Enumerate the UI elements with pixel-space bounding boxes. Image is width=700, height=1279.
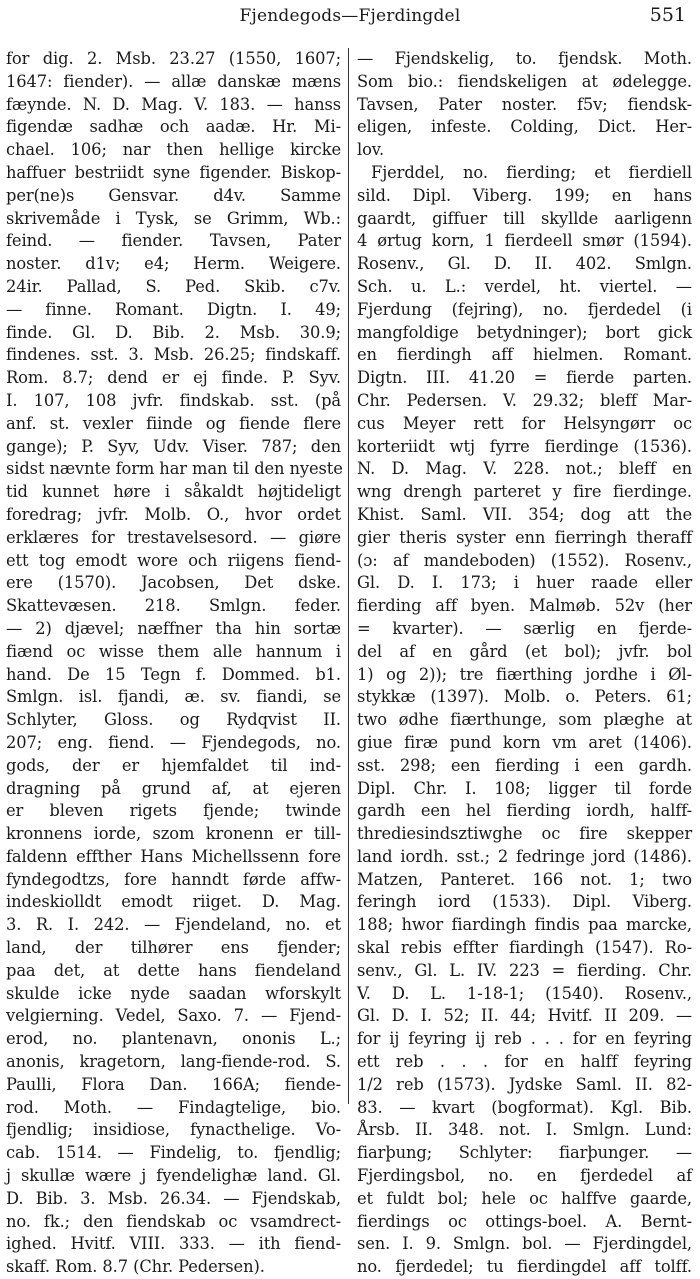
text-line: hand. De 15 Tegn f. Dommed. b1. [6, 664, 341, 684]
text-line: fyndegodtzs, fore hanndt førde affw- [6, 869, 341, 889]
text-line: anf. st. vexler fiinde og fiende flere [6, 413, 341, 433]
text-line: 24ir. Pallad, S. Ped. Skib. c7v. [6, 276, 341, 296]
text-line: ett reb . . . for en halff feyring [357, 1052, 692, 1072]
text-line: giue firæ pund korn vm aret (1406). [357, 732, 692, 752]
text-line: Årsb. II. 348. not. I. Smlgn. Lund: [357, 1120, 692, 1140]
text-line: finde. Gl. D. Bib. 2. Msb. 30.9; [6, 322, 341, 342]
text-line: feringh iord (1533). Dipl. Viberg. [357, 892, 692, 912]
text-line: Dipl. Chr. I. 108; ligger til forde [357, 778, 692, 798]
text-line: en fierdingh aff hielmen. Romant. [357, 345, 692, 365]
text-line: j skullæ wære j fyendelighæ land. Gl. [6, 1166, 341, 1186]
text-line: et fuldt bol; hele oc halffve gaarde, [357, 1188, 692, 1208]
text-line: gier theris syster enn fierringh theraff [357, 527, 692, 547]
text-line: fiænd oc wisse them alle hannum i [6, 641, 341, 661]
text-line: Paulli, Flora Dan. 166A; fiende- [6, 1074, 341, 1094]
text-line: stykkæ (1397). Molb. o. Peters. 61; [357, 687, 692, 707]
text-line: N. D. Mag. V. 228. not.; bleff en [357, 459, 692, 479]
text-line: Fjerdung (fejring), no. fjerdedel (i [357, 299, 692, 319]
text-line: Chr. Pedersen. V. 29.32; bleff Mar- [357, 390, 692, 410]
text-line: land, der tilhører ens fjender; [6, 938, 341, 958]
text-line: lov. [357, 140, 385, 160]
text-line: Khist. Saml. VII. 354; dog att the [357, 504, 692, 524]
text-line: sst. 298; een fierding i een gardh. [357, 755, 692, 775]
text-line: Matzen, Panteret. 166 not. 1; two [357, 869, 692, 889]
text-line: no. fjerdedel; tu fierdingdel aff tolff. [357, 1257, 692, 1277]
text-line: Smlgn. isl. fjandi, æ. sv. fiandi, se [6, 687, 341, 707]
text-line: 188; hwor fiardingh findis paa marcke, [357, 915, 692, 935]
text-line: 207; eng. fiend. — Fjendegods, no. [6, 732, 341, 752]
text-line: skulde icke nyde saadan wforskylt [6, 983, 341, 1003]
page-number: 551 [649, 4, 686, 26]
text-line: erod, no. plantenavn, ononis L.; [6, 1029, 341, 1049]
text-line: kronnens iorde, szom kronenn er till- [6, 824, 341, 844]
page-header [0, 0, 700, 40]
text-line: skrivemåde i Tysk, se Grimm, Wb.: [6, 208, 341, 228]
text-line: faldenn effther Hans Michellssenn fore [6, 846, 341, 866]
text-line: tid kunnet høre i såkaldt højtideligt [6, 482, 341, 502]
text-line: feind. — fiender. Tavsen, Pater [6, 231, 341, 251]
text-line: Schlyter, Gloss. og Rydqvist II. [6, 710, 341, 730]
text-line: gaardt, giffuer till skyllde aarligenn [357, 208, 692, 228]
text-line: skaff. Rom. 8.7 (Chr. Pedersen). [6, 1257, 265, 1277]
text-line: per(ne)s Gensvar. d4v. Samme [6, 185, 341, 205]
left-column [6, 48, 348, 1277]
text-line: erklæres for trestavelsesord. — giøre [6, 527, 341, 547]
text-line: 1) og 2)); tre fiærthing jordhe i Øl- [357, 664, 692, 684]
text-line: velgierning. Vedel, Saxo. 7. — Fjend- [6, 1006, 341, 1026]
text-line: — finne. Romant. Digtn. I. 49; [6, 299, 341, 319]
text-line: noster. d1v; e4; Herm. Weigere. [6, 254, 341, 274]
text-line: — 2) djævel; næffner tha hin sortæ [6, 618, 341, 638]
text-line: no. fk.; den fiendskab oc vsamdrect- [6, 1211, 341, 1231]
text-line: land iordh. sst.; 2 fedringe jord (1486). [357, 846, 692, 866]
text-line: eligen, infeste. Colding, Dict. Her- [357, 117, 692, 137]
text-line: fjendlig; insidiose, fynacthelige. Vo- [6, 1120, 341, 1140]
text-line: = kvarter). — særlig en fjerde- [357, 618, 692, 638]
text-line: gardh een hel fierding iordh, halff- [357, 801, 692, 821]
text-line: 4 ørtug korn, 1 fierdeell smør (1594). [357, 231, 692, 251]
text-line: sen. I. 9. Smlgn. bol. — Fjerdingdel, [357, 1234, 692, 1254]
text-line: 3. R. I. 242. — Fjendeland, no. et [6, 915, 341, 935]
text-line: Fjerdingsbol, no. en fjerdedel af [357, 1166, 692, 1186]
text-line: fierding aff byen. Malmøb. 52v (her [357, 596, 692, 616]
text-line: Gl. D. I. 52; II. 44; Hvitf. II 209. — [357, 1006, 692, 1026]
text-line: senv., Gl. L. IV. 223 = fierding. Chr. [357, 960, 692, 980]
text-line: del af en gård (et bol); jvfr. bol [357, 641, 692, 661]
text-line: Som bio.: fiendskeligen at ødelegge. [357, 71, 692, 91]
text-columns [6, 48, 692, 1277]
text-line: Fjerddel, no. fierding; et fierdiell [371, 162, 692, 182]
text-line: 83. — kvart (bogformat). Kgl. Bib. [357, 1097, 692, 1117]
text-line: cus Meyer rett for Helsyngørr oc [357, 413, 692, 433]
text-line: rod. Moth. — Findagtelige, bio. [6, 1097, 341, 1117]
text-line: two ødhe fiærthunge, som plæghe at [357, 710, 692, 730]
text-line: Digtn. III. 41.20 = fierde parten. [357, 368, 692, 388]
text-line: gods, der er hjemfaldet til ind- [6, 755, 341, 775]
text-line: 1647: fiender). — allæ danskæ mæns [6, 71, 341, 91]
text-line: ett tog emodt wore och riigens fiend- [6, 550, 341, 570]
text-line: findenes. sst. 3. Msb. 26.25; findskaff. [6, 345, 341, 365]
text-line: Skattevæsen. 218. Smlgn. feder. [6, 596, 341, 616]
text-line: anonis, kragetorn, lang-fiende-rod. S. [6, 1052, 341, 1072]
text-line: D. Bib. 3. Msb. 26.34. — Fjendskab, [6, 1188, 341, 1208]
text-line: fierdings oc ottings-boel. A. Bernt- [357, 1211, 692, 1231]
text-line: ighed. Hvitf. VIII. 333. — ith fiend- [6, 1234, 341, 1254]
text-line: Sch. u. L.: verdel, ht. viertel. — [357, 276, 692, 296]
text-line: fæynde. N. D. Mag. V. 183. — hanss [6, 94, 341, 114]
text-line: 1/2 reb (1573). Jydske Saml. II. 82- [357, 1074, 692, 1094]
text-line: (ɔ: af mandeboden) (1552). Rosenv., [357, 550, 692, 570]
text-line: thrediesindsztiwghe oc fire skepper [357, 824, 692, 844]
text-line: sidst nævnte form har man til den nyeste [6, 459, 343, 479]
text-line: er bleven rigets fjende; twinde [6, 801, 341, 821]
text-line: figendæ sadhæ och aadæ. Hr. Mi- [6, 117, 341, 137]
text-line: gange); P. Syv, Udv. Viser. 787; den [6, 436, 341, 456]
text-line: indeskiolldt emodt riiget. D. Mag. [6, 892, 341, 912]
right-column [349, 48, 692, 1277]
text-line: — Fjendskelig, to. fjendsk. Moth. [357, 49, 692, 68]
text-line: sild. Dipl. Viberg. 199; en hans [357, 185, 692, 205]
text-line: cab. 1514. — Findelig, to. fjendlig; [6, 1143, 341, 1163]
text-line: I. 107, 108 jvfr. findskab. sst. (på [6, 390, 341, 410]
text-line: mangfoldige betydninger); bort gick [357, 322, 692, 342]
text-line: Gl. D. I. 173; i huer raade eller [357, 573, 692, 593]
text-line: foredrag; jvfr. Molb. O., hvor ordet [6, 504, 341, 524]
text-line: ere (1570). Jacobsen, Det dske. [6, 573, 341, 593]
text-line: korteriidt wtj fyrre fierdinge (1536). [357, 436, 692, 456]
text-line: fiarþung; Schlyter: fiarþunger. — [357, 1143, 692, 1163]
text-line: Tavsen, Pater noster. f5v; fiendsk- [357, 94, 692, 114]
text-line: paa det, at dette hans fiendeland [6, 960, 341, 980]
text-line: Rosenv., Gl. D. II. 402. Smlgn. [357, 254, 692, 274]
text-line: haffuer bestriidt syne figender. Biskop- [6, 162, 341, 182]
text-line: V. D. L. 1-18-1; (1540). Rosenv., [357, 983, 692, 1003]
text-line: wng drengh parteret y fire fierdinge. [357, 482, 692, 502]
text-line: dragning på grund af, at ejeren [6, 778, 341, 798]
text-line: chael. 106; nar then hellige kircke [6, 140, 341, 160]
running-head: Fjendegods—Fjerdingdel [239, 6, 461, 26]
text-line: skal rebis effter fiardingh (1547). Ro- [357, 938, 692, 958]
text-line: for dig. 2. Msb. 23.27 (1550, 1607; [6, 49, 341, 68]
text-line: for ij feyring ij reb . . . for en feyring [357, 1029, 692, 1049]
text-line: Rom. 8.7; dend er ej finde. P. Syv. [6, 368, 341, 388]
